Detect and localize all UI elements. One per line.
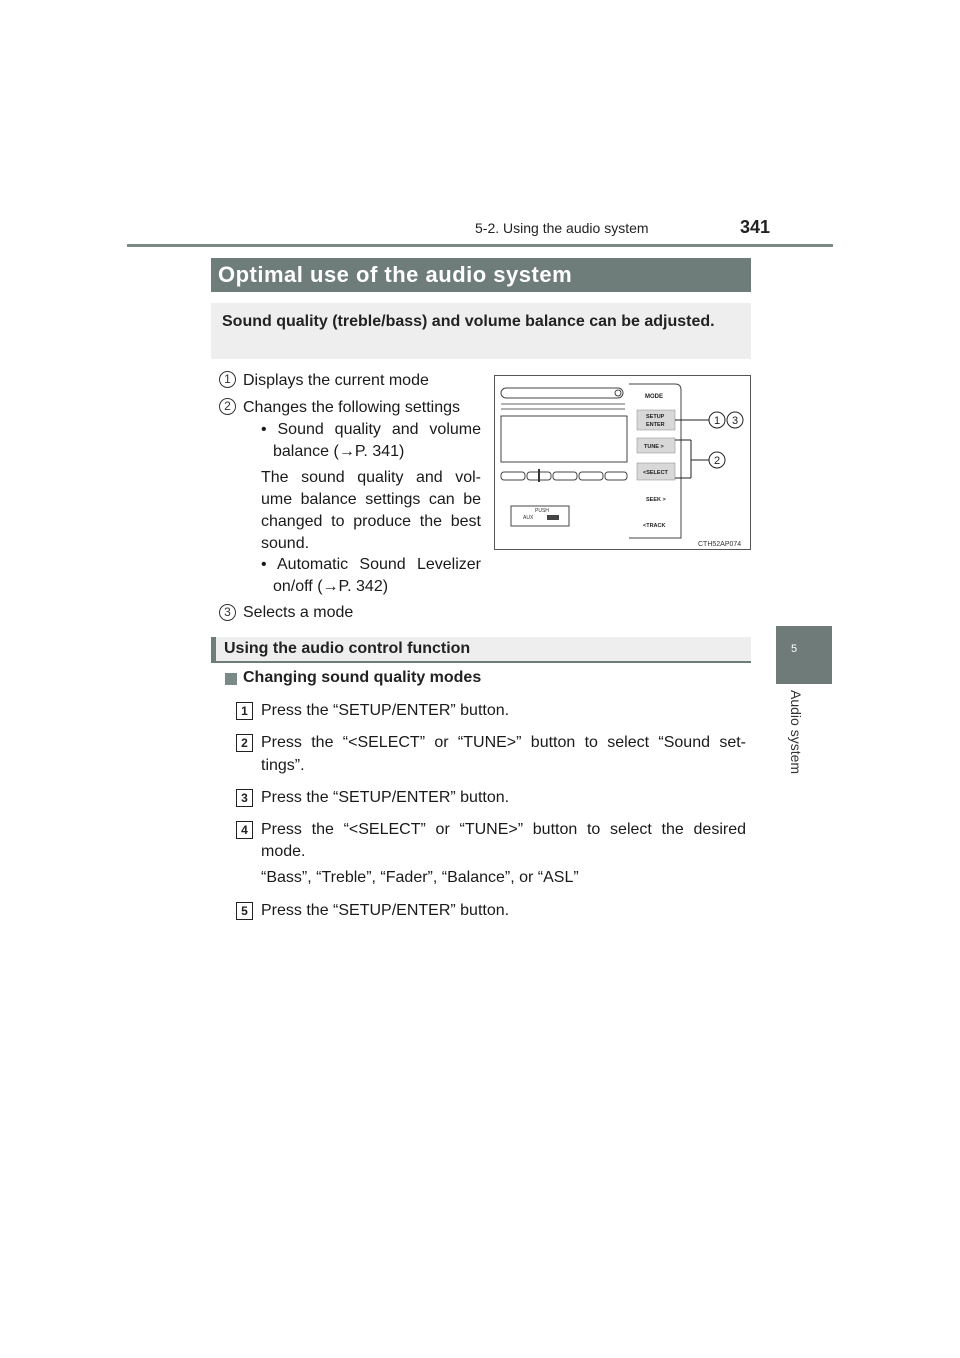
step-5-text: Press the “SETUP/ENTER” button. (261, 902, 510, 919)
bullet-asl-ref: on/off (→P. 342) (273, 578, 389, 595)
note-line-2: ume balance settings can be (261, 491, 481, 508)
select-button: <SELECT (643, 470, 668, 476)
section-title: 5-2. Using the audio system (475, 220, 649, 236)
figure-callout-2: 2 (713, 455, 721, 467)
step-4-text-line-2: mode. (261, 843, 306, 860)
figure-callout-3: 3 (731, 415, 739, 427)
note-line-1: The sound quality and vol- (261, 469, 481, 486)
bullet-sound-quality-ref: balance (→P. 341) (273, 443, 405, 460)
procedure-title: Changing sound quality modes (243, 669, 482, 686)
step-1-text: Press the “SETUP/ENTER” button. (261, 702, 510, 719)
step-number-5: 5 (236, 902, 253, 920)
audio-unit-figure (494, 375, 751, 550)
callout-text-2: Changes the following settings (243, 399, 461, 416)
push-label: PUSH (535, 508, 549, 514)
step-2-text-line-2: tings”. (261, 757, 305, 774)
step-4-note: “Bass”, “Treble”, “Fader”, “Balance”, or “ASL” (261, 869, 579, 886)
chapter-tab-number: 5 (791, 643, 798, 655)
step-number-2: 2 (236, 734, 253, 752)
callout-number-1: 1 (219, 371, 236, 388)
step-4-text-line-1: Press the “<SELECT” or “TUNE>” button to select the desired (261, 821, 746, 838)
subheading: Using the audio control function (224, 640, 471, 657)
note-line-4: sound. (261, 535, 310, 552)
page-number: 341 (740, 217, 771, 237)
track-button: <TRACK (643, 523, 666, 529)
setup-button: SETUP (646, 414, 665, 420)
figure-code: CTH52AP074 (698, 541, 742, 548)
bullet-asl: • Automatic Sound Levelizer (261, 556, 481, 573)
step-2-text-line-1: Press the “<SELECT” or “TUNE>” button to select “Sound set- (261, 734, 746, 751)
subheading-rule (211, 661, 751, 663)
seek-button: SEEK > (646, 497, 666, 503)
square-bullet-icon (225, 673, 237, 685)
header-divider (127, 244, 833, 247)
callout-text-1: Displays the current mode (243, 372, 429, 389)
bullet-sound-quality: • Sound quality and volume (261, 421, 481, 438)
chapter-tab (776, 626, 832, 684)
callout-number-2: 2 (219, 398, 236, 415)
enter-button: ENTER (646, 422, 665, 428)
intro-box (211, 303, 751, 359)
step-number-1: 1 (236, 702, 253, 720)
step-number-4: 4 (236, 821, 253, 839)
callout-number-3: 3 (219, 604, 236, 621)
aux-label: AUX (523, 515, 534, 521)
step-number-3: 3 (236, 789, 253, 807)
callout-text-3: Selects a mode (243, 604, 354, 621)
note-line-3: changed to produce the best (261, 513, 481, 530)
step-3-text: Press the “SETUP/ENTER” button. (261, 789, 510, 806)
page-title: Optimal use of the audio system (218, 262, 573, 287)
tune-button: TUNE > (644, 444, 664, 450)
mode-button: MODE (645, 394, 663, 400)
figure-callout-1: 1 (713, 415, 721, 427)
chapter-tab-label: Audio system (788, 690, 804, 775)
intro-text: Sound quality (treble/bass) and volume balance can be adjusted. (222, 313, 715, 330)
audio-unit-diagram (495, 376, 752, 551)
